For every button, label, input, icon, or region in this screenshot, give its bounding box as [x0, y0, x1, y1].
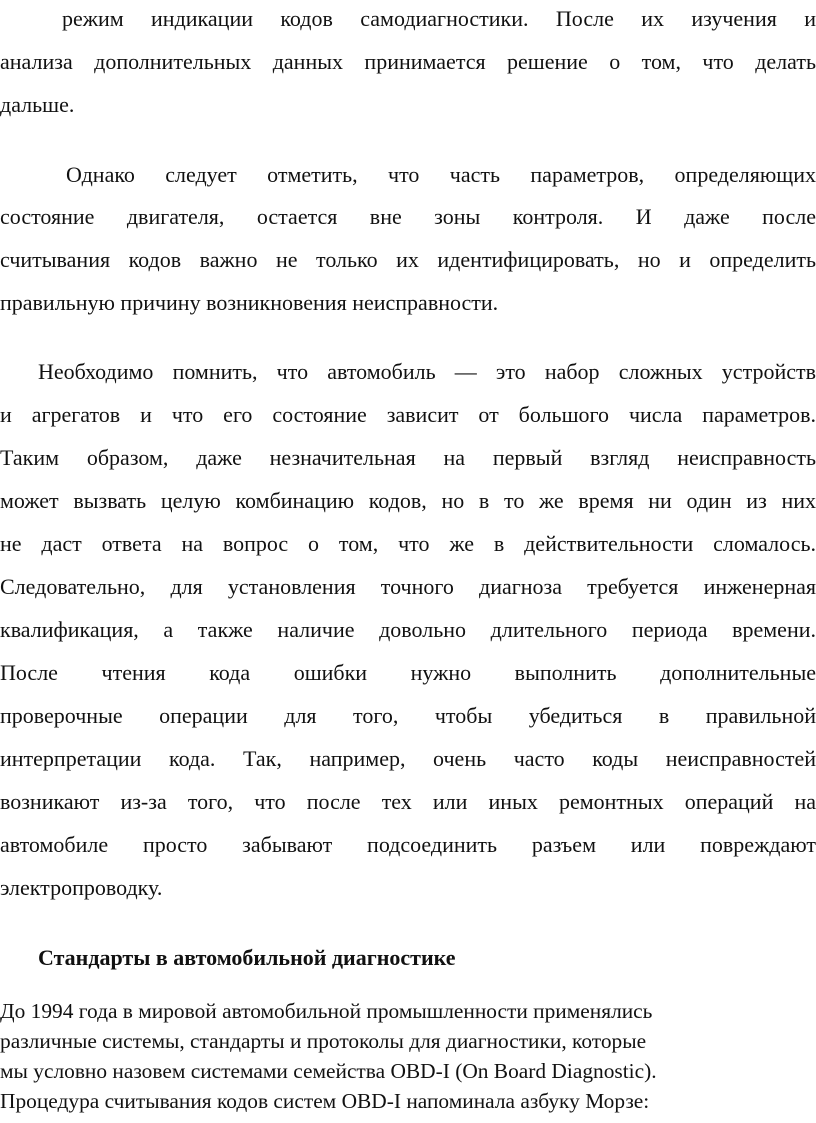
- final-paragraph-line-2: различные системы, стандарты и протоколы для диагностики, которые: [0, 1029, 647, 1053]
- paragraph-1-line-2: анализа дополнительных данных принимается решение о том, что делать: [0, 49, 816, 74]
- paragraph-3-line-4: может вызвать целую комбинацию кодов, но в то же время ни один из них: [0, 488, 816, 513]
- final-paragraph-line-1: До 1994 года в мировой автомобильной промышленности применялись: [0, 999, 653, 1023]
- paragraph-2-line-1: Однако следует отметить, что часть параметров, определяющих: [66, 162, 816, 187]
- final-paragraph-line-4: Процедура считывания кодов систем OBD-I напоминала азбуку Морзе:: [0, 1089, 650, 1113]
- paragraph-3-line-2: и агрегатов и что его состояние зависит от большого числа параметров.: [0, 402, 816, 427]
- paragraph-3-line-6: Следовательно, для установления точного диагноза требуется инженерная: [0, 574, 816, 599]
- paragraph-3-line-1: Необходимо помнить, что автомобиль — это набор сложных устройств: [38, 359, 816, 384]
- section-heading: Стандарты в автомобильной диагностике: [38, 945, 456, 970]
- paragraph-2-line-3: считывания кодов важно не только их идентифицировать, но и определить: [0, 247, 816, 272]
- final-paragraph-line-3: мы условно назовем системами семейства OBD-I (On Board Diagnostic).: [0, 1059, 657, 1083]
- paragraph-3-line-7: квалификация, а также наличие довольно длительного периода времени.: [0, 617, 816, 642]
- paragraph-3-line-12: автомобиле просто забывают подсоединить разъем или повреждают: [0, 832, 816, 857]
- paragraph-1-line-1: режим индикации кодов самодиагностики. После их изучения и: [62, 6, 816, 31]
- paragraph-3-line-9: проверочные операции для того, чтобы убедиться в правильной: [0, 703, 816, 728]
- paragraph-3-line-5: не даст ответа на вопрос о том, что же в действительности сломалось.: [0, 531, 816, 556]
- paragraph-3-line-13: электропроводку.: [0, 875, 163, 900]
- paragraph-3-line-11: возникают из-за того, что после тех или иных ремонтных операций на: [0, 789, 816, 814]
- paragraph-3-line-3: Таким образом, даже незначительная на первый взгляд неисправность: [0, 445, 816, 470]
- paragraph-2-line-2: состояние двигателя, остается вне зоны контроля. И даже после: [0, 204, 816, 229]
- paragraph-3-line-10: интерпретации кода. Так, например, очень часто коды неисправностей: [0, 746, 816, 771]
- paragraph-3-line-8: После чтения кода ошибки нужно выполнить дополнительные: [0, 660, 816, 685]
- paragraph-1-line-3: дальше.: [0, 92, 75, 117]
- paragraph-2-line-4: правильную причину возникновения неисправности.: [0, 290, 499, 315]
